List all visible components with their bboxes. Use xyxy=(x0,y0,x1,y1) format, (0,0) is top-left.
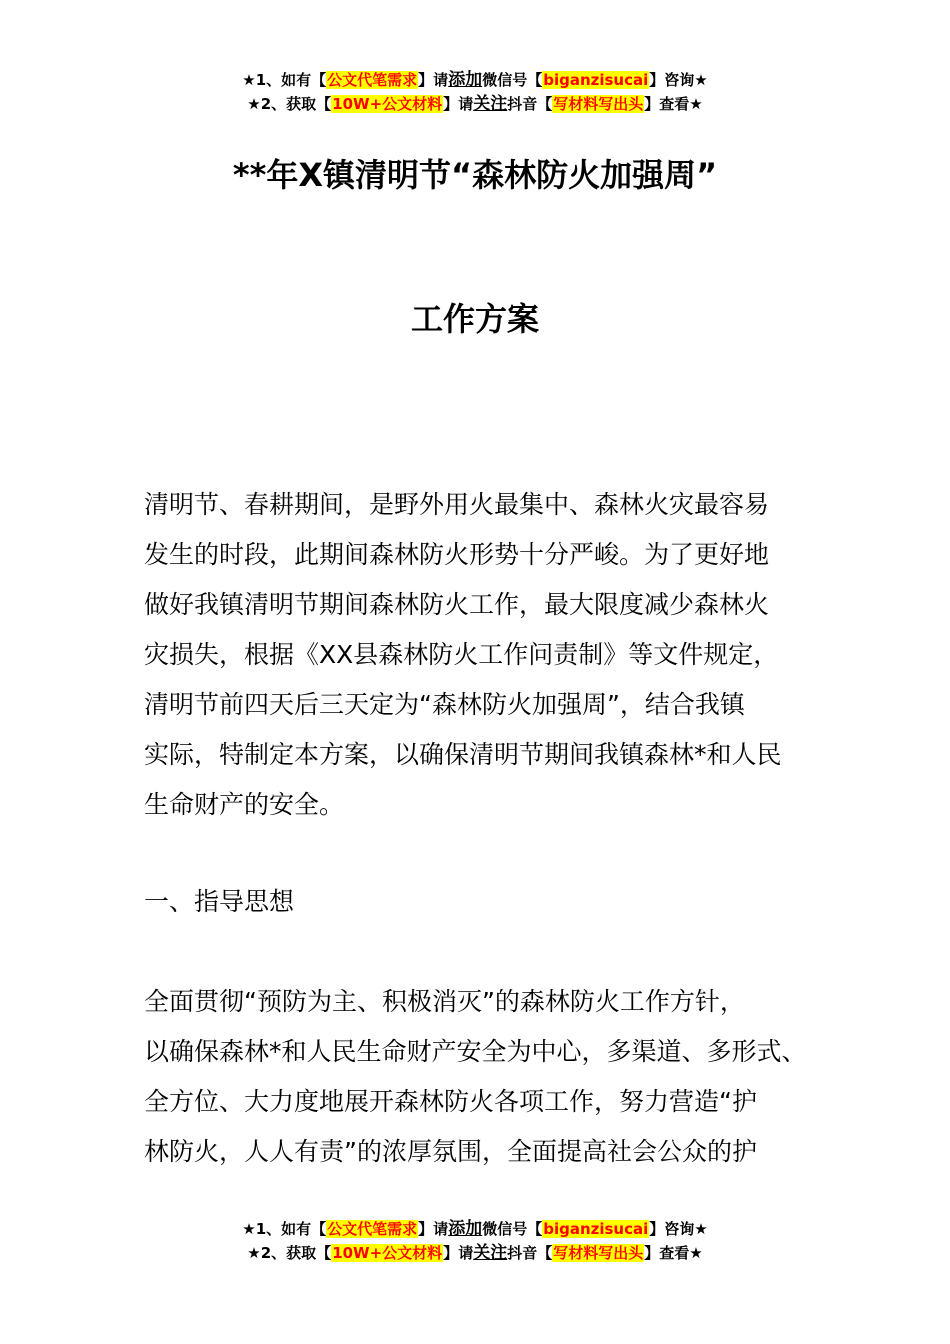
douyin-id-highlight: 写材料写出头 xyxy=(553,1244,644,1262)
banner-line-1 xyxy=(0,1217,950,1241)
paragraph-line: 灾损失，根据《XX县森林防火工作问责制》等文件规定， xyxy=(144,640,779,669)
banner-highlight: 10W+公文材料 xyxy=(332,1244,443,1262)
paragraph-line: 生命财产的安全。 xyxy=(144,790,345,819)
banner-text: 】请 xyxy=(443,95,474,113)
banner-text: 】请 xyxy=(443,1244,474,1262)
banner-highlight: 10W+公文材料 xyxy=(332,95,443,113)
paragraph-line: 以确保森林*和人民生命财产安全为中心，多渠道、多形式、 xyxy=(144,1037,807,1066)
banner-text: 】查看★ xyxy=(644,1244,703,1262)
banner-text: 】咨询★ xyxy=(649,1220,708,1238)
paragraph-line: 清明节前四天后三天定为“森林防火加强周”，结合我镇 xyxy=(144,690,745,719)
banner-highlight: 公文代笔需求 xyxy=(327,71,418,89)
paragraph-line: 林防火，人人有责”的浓厚氛围，全面提高社会公众的护 xyxy=(144,1137,757,1166)
paragraph-line: 全面贯彻“预防为主、积极消灭”的森林防火工作方针， xyxy=(144,987,745,1016)
paragraph-line: 实际，特制定本方案，以确保清明节期间我镇森林*和人民 xyxy=(144,740,782,769)
document-subtitle: 工作方案 xyxy=(410,300,539,338)
banner-text: ★1、如有【 xyxy=(242,71,327,89)
douyin-id-highlight: 写材料写出头 xyxy=(553,95,644,113)
banner-text: 抖音【 xyxy=(507,1244,553,1262)
banner-emphasis: 关注 xyxy=(473,94,508,114)
footer-banner xyxy=(0,1217,950,1265)
banner-text: 微信号【 xyxy=(482,71,543,89)
paragraph-line: 做好我镇清明节期间森林防火工作，最大限度减少森林火 xyxy=(144,590,770,619)
paragraph-line: 发生的时段，此期间森林防火形势十分严峻。为了更好地 xyxy=(144,540,770,569)
banner-text: ★1、如有【 xyxy=(242,1220,327,1238)
banner-line-2 xyxy=(0,92,950,116)
guiding-thought-paragraph xyxy=(144,977,812,1177)
banner-text: 】请 xyxy=(418,71,449,89)
banner-text: ★2、获取【 xyxy=(247,95,332,113)
banner-emphasis: 添加 xyxy=(448,70,483,90)
paragraph-line: 清明节、春耕期间，是野外用火最集中、森林火灾最容易 xyxy=(144,490,770,519)
wechat-id-highlight: biganzisucai xyxy=(543,1220,649,1238)
wechat-id-highlight: biganzisucai xyxy=(543,71,649,89)
banner-highlight: 公文代笔需求 xyxy=(327,1220,418,1238)
banner-text: 】查看★ xyxy=(644,95,703,113)
banner-text: ★2、获取【 xyxy=(247,1244,332,1262)
banner-text: 】咨询★ xyxy=(649,71,708,89)
paragraph-line: 全方位、大力度地展开森林防火各项工作，努力营造“护 xyxy=(144,1087,757,1116)
document-title: **年X镇清明节“森林防火加强周” xyxy=(232,156,718,194)
intro-paragraph xyxy=(144,480,812,830)
banner-line-1 xyxy=(0,68,950,92)
banner-emphasis: 添加 xyxy=(448,1219,483,1239)
header-banner xyxy=(0,68,950,116)
section-heading: 一、指导思想 xyxy=(144,887,295,916)
banner-text: 微信号【 xyxy=(482,1220,543,1238)
banner-emphasis: 关注 xyxy=(473,1243,508,1263)
banner-text: 抖音【 xyxy=(507,95,553,113)
banner-text: 】请 xyxy=(418,1220,449,1238)
banner-line-2 xyxy=(0,1241,950,1265)
